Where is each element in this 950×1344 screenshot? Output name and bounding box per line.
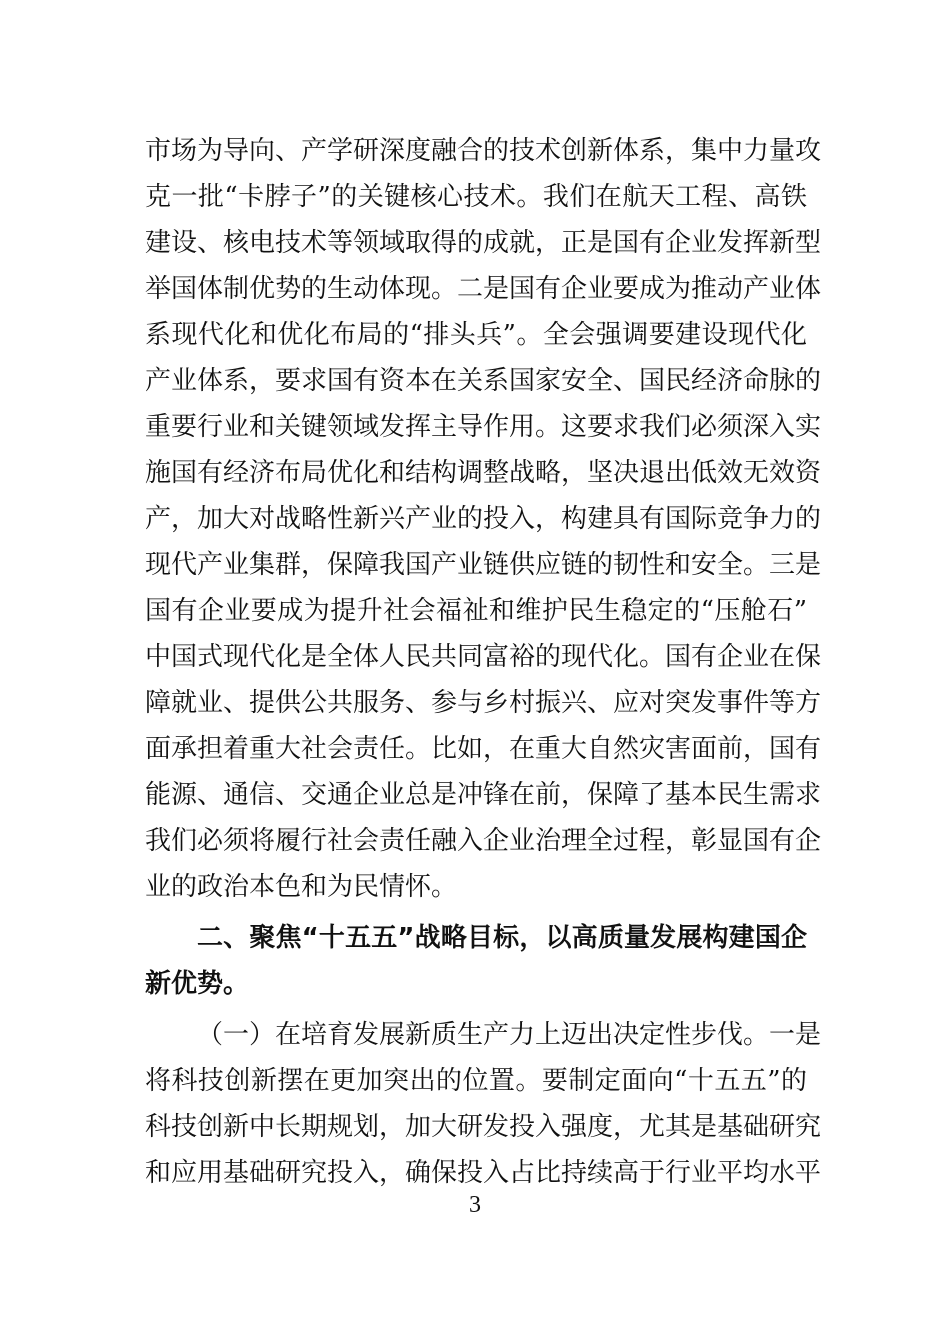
body-text-line: 系现代化和优化布局的“排头兵”。全会强调要建设现代化 <box>145 320 807 350</box>
page-number: 3 <box>469 1192 481 1218</box>
section-heading-line: 二、聚焦“十五五”战略目标，以高质量发展构建国企 <box>197 923 807 953</box>
body-text-line: 业的政治本色和为民情怀。 <box>145 872 458 902</box>
subsection-text-line: （一）在培育发展新质生产力上迈出决定性步伐。一是 <box>197 1020 822 1050</box>
body-text-line: 我们必须将履行社会责任融入企业治理全过程，彰显国有企 <box>145 826 822 856</box>
body-text-line: 科技创新中长期规划，加大研发投入强度，尤其是基础研究 <box>145 1112 822 1142</box>
body-text-line: 克一批“卡脖子”的关键核心技术。我们在航天工程、高铁 <box>145 182 807 212</box>
body-text-line: 障就业、提供公共服务、参与乡村振兴、应对突发事件等方 <box>145 688 822 718</box>
body-text-line: 国有企业要成为提升社会福祉和维护民生稳定的“压舱石” <box>145 596 807 626</box>
body-text-line: 现代产业集群，保障我国产业链供应链的韧性和安全。三是 <box>145 550 822 580</box>
body-text-line: 施国有经济布局优化和结构调整战略，坚决退出低效无效资 <box>145 458 822 488</box>
body-text-line: 市场为导向、产学研深度融合的技术创新体系，集中力量攻 <box>145 136 822 166</box>
body-text-line: 中国式现代化是全体人民共同富裕的现代化。国有企业在保 <box>145 642 822 672</box>
body-text-line: 举国体制优势的生动体现。二是国有企业要成为推动产业体 <box>145 274 822 304</box>
section-heading-line: 新优势。 <box>145 969 250 999</box>
body-text-line: 将科技创新摆在更加突出的位置。要制定面向“十五五”的 <box>145 1066 807 1096</box>
body-text-line: 产业体系，要求国有资本在关系国家安全、国民经济命脉的 <box>145 366 822 396</box>
body-text-line: 和应用基础研究投入，确保投入占比持续高于行业平均水平 <box>145 1158 822 1188</box>
body-text-line: 产，加大对战略性新兴产业的投入，构建具有国际竞争力的 <box>145 504 822 534</box>
body-text-line: 建设、核电技术等领域取得的成就，正是国有企业发挥新型 <box>145 228 822 258</box>
body-text-line: 重要行业和关键领域发挥主导作用。这要求我们必须深入实 <box>145 412 822 442</box>
body-text-line: 面承担着重大社会责任。比如，在重大自然灾害面前，国有 <box>145 734 822 764</box>
body-text-line: 能源、通信、交通企业总是冲锋在前，保障了基本民生需求 <box>145 780 822 810</box>
